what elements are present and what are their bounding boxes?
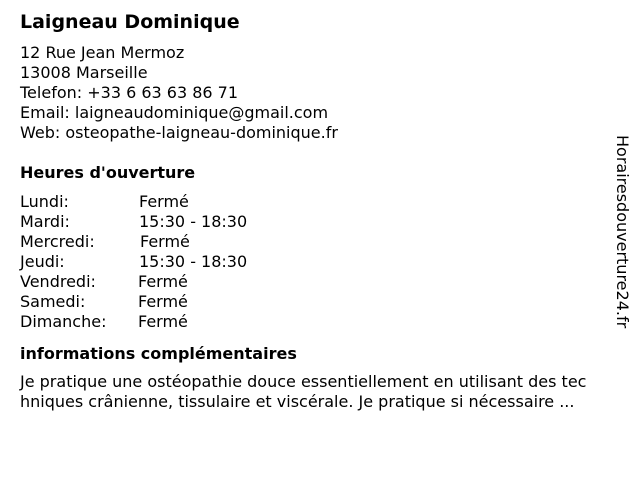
- day-hours: Fermé: [138, 272, 188, 291]
- website: Web: osteopathe-laigneau-dominique.fr: [20, 123, 338, 142]
- day-hours: Fermé: [138, 312, 188, 331]
- additional-info-heading: informations complémentaires: [20, 344, 297, 363]
- hours-row-wednesday: [20, 232, 620, 252]
- business-name: Laigneau Dominique: [20, 11, 240, 33]
- business-card: [20, 10, 620, 412]
- hours-row-saturday: [20, 292, 620, 312]
- day-hours: Fermé: [139, 192, 189, 211]
- city-postal: 13008 Marseille: [20, 63, 148, 82]
- day-label: Lundi:: [20, 192, 69, 211]
- hours-row-friday: [20, 272, 620, 292]
- street-address: 12 Rue Jean Mermoz: [20, 43, 185, 62]
- day-label: Vendredi:: [20, 272, 96, 291]
- day-hours: Fermé: [140, 232, 190, 251]
- info-line: hniques crânienne, tissulaire et viscérale. Je pratique si nécessaire ...: [20, 392, 575, 411]
- phone-number: Telefon: +33 6 63 63 86 71: [20, 83, 239, 102]
- day-label: Mercredi:: [20, 232, 95, 251]
- day-label: Dimanche:: [20, 312, 107, 331]
- hours-row-thursday: [20, 252, 620, 272]
- additional-info-text: [20, 372, 630, 412]
- site-watermark: [612, 135, 632, 345]
- hours-row-monday: [20, 192, 620, 212]
- day-hours: 15:30 - 18:30: [139, 252, 248, 271]
- info-line: Je pratique une ostéopathie douce essentiellement en utilisant des tec: [20, 372, 587, 391]
- hours-row-tuesday: [20, 212, 620, 232]
- day-label: Jeudi:: [20, 252, 65, 271]
- day-hours: Fermé: [138, 292, 188, 311]
- day-hours: 15:30 - 18:30: [139, 212, 248, 231]
- day-label: Mardi:: [20, 212, 70, 231]
- opening-hours-table: [20, 192, 620, 332]
- hours-row-sunday: [20, 312, 620, 332]
- watermark-text: Horairesdouverture24.fr: [613, 135, 632, 329]
- opening-hours-heading: Heures d'ouverture: [20, 163, 196, 182]
- day-label: Samedi:: [20, 292, 86, 311]
- contact-block: [20, 43, 620, 143]
- email-address: Email: laigneaudominique@gmail.com: [20, 103, 329, 122]
